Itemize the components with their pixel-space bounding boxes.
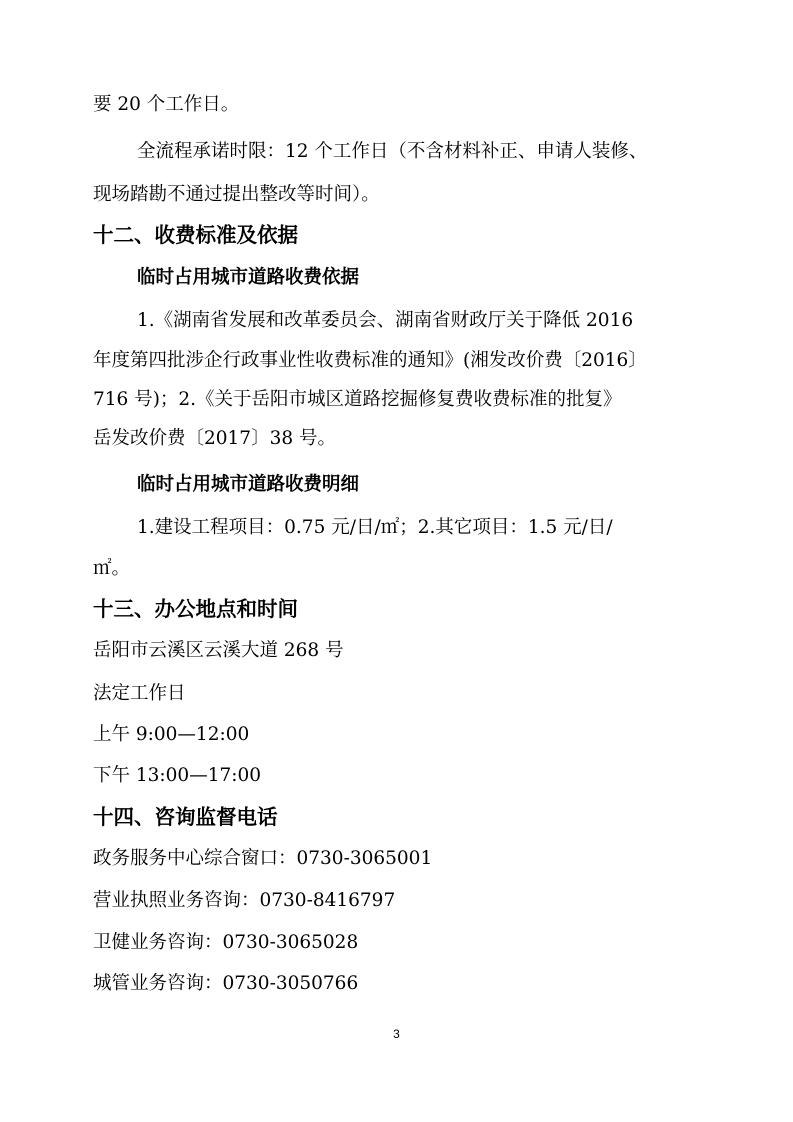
phone-line: 营业执照业务咨询：0730-8416797 (93, 890, 396, 911)
office-address: 岳阳市云溪区云溪大道 268 号 (93, 640, 344, 661)
basis-line: 1.《湖南省发展和改革委员会、湖南省财政厅关于降低 2016 (137, 310, 634, 331)
page-number: 3 (393, 1027, 400, 1041)
paragraph-line: 现场踏勘不通过提出整改等时间）。 (93, 184, 380, 205)
basis-line: 岳发改价费〔2017〕38 号。 (93, 428, 337, 449)
workday-label: 法定工作日 (93, 683, 186, 704)
section-heading-13: 十三、办公地点和时间 (93, 597, 298, 621)
subheading-basis: 临时占用城市道路收费依据 (137, 267, 360, 288)
section-heading-14: 十四、咨询监督电话 (93, 805, 278, 829)
subheading-details: 临时占用城市道路收费明细 (137, 474, 360, 495)
phone-line: 城管业务咨询：0730-3050766 (93, 973, 359, 994)
basis-line: 716 号)；2.《关于岳阳市城区道路挖掘修复费收费标准的批复》 (93, 389, 622, 410)
detail-line: 1.建设工程项目：0.75 元/日/㎡；2.其它项目：1.5 元/日/ (137, 517, 613, 538)
section-heading-12: 十二、收费标准及依据 (93, 223, 298, 247)
phone-line: 政务服务中心综合窗口：0730-3065001 (93, 848, 433, 869)
paragraph-line: 全流程承诺时限：12 个工作日（不含材料补正、申请人装修、 (137, 141, 648, 162)
phone-line: 卫健业务咨询：0730-3065028 (93, 932, 359, 953)
paragraph-line: 要 20 个工作日。 (93, 94, 240, 115)
afternoon-hours: 下午 13:00—17:00 (93, 765, 262, 786)
morning-hours: 上午 9:00—12:00 (93, 724, 250, 745)
basis-line: 年度第四批涉企行政事业性收费标准的通知》(湘发改价费〔2016〕 (93, 350, 647, 371)
detail-line: ㎡。 (93, 558, 131, 579)
